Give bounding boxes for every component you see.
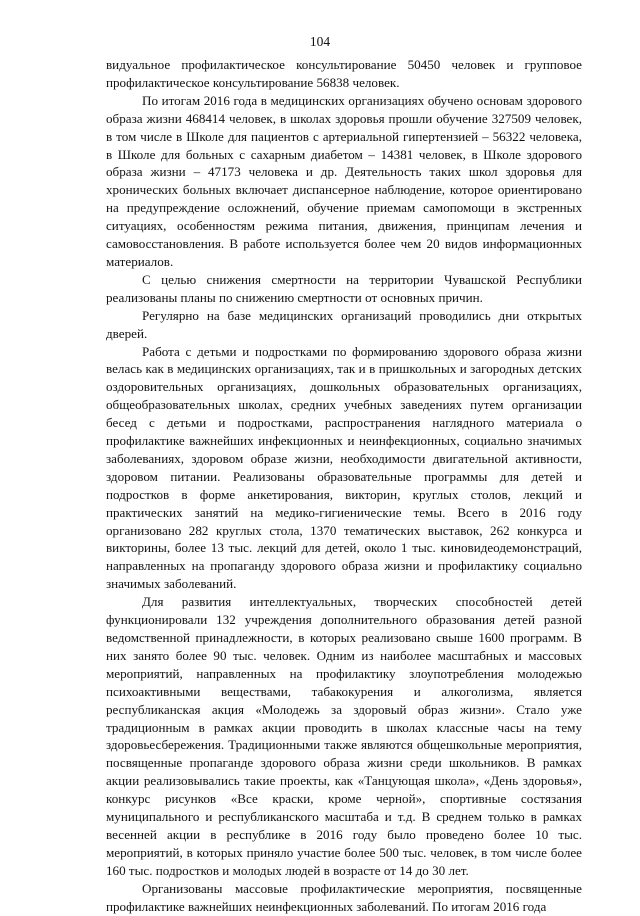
page-body (106, 56, 582, 916)
paragraph-child-development: Для развития интеллектуальных, творческих способностей детей функционировали 132 учреждения дополнительного образования детей разной ведомственной принадлежности, в которых реализовано свыше 1600 программ. В них занято более 90 тыс. человек. Одним из наиболее масштабных и массовых мероприятий, направленных на профилактику злоупотребления молодежью психоактивными веществами, табакокурения и алкоголизма, является республиканская акция «Молодежь за здоровый образ жизни». Стало уже традиционным в рамках акции проводить в школах классные часы на тему здоровьесбережения. Традиционными также являются общешкольные мероприятия, посвященные пропаганде здорового образа жизни среди школьников. В рамках акции реализовывались такие проекты, как «Танцующая школа», «День здоровья», конкурс рисунков «Все краски, кроме черной», спортивные состязания муниципального и республиканского масштаба и т.д. В среднем только в рамках весенней акции в республике в 2016 году было проведено более 10 тыс. мероприятий, в которых приняло участие более 500 тыс. человек, в том числе более 160 тыс. подростков и молодых людей в возрасте от 14 до 30 лет. (106, 594, 582, 878)
paragraph-mass-events: Организованы массовые профилактические мероприятия, посвященные профилактике важнейших неинфекционных заболеваний. По итогам 2016 года (106, 880, 582, 914)
paragraph-mortality-plans: С целью снижения смертности на территории Чувашской Республики реализованы планы по снижению смертности от основных причин. (106, 271, 582, 305)
paragraph-open-days: Регулярно на базе медицинских организаций проводились дни открытых дверей. (106, 307, 582, 341)
paragraph-health-schools: По итогам 2016 года в медицинских организациях обучено основам здорового образа жизни 468414 человек, в школах здоровья прошли обучение 327509 человек, в том числе в Школе для пациентов с артериальной гипертензией – 56322 человека, в Школе для больных с сахарным диабетом – 14381 человек, в Школе здорового образа жизни – 47173 человека и др. Деятельность таких школ здоровья для хронических больных включает диспансерное наблюдение, которое ориентировано на предупреждение осложнений, обучение приемам самопомощи в экстренных ситуациях, особенностям режима питания, движения, принципам лечения и самовосстановления. В работе используется более чем 20 видов информационных материалов. (106, 92, 582, 269)
paragraph-consultation-continuation: видуальное профилактическое консультирование 50450 человек и групповое профилактическое консультирование 56838 человек. (106, 57, 582, 90)
paragraph-children-work: Работа с детьми и подростками по формированию здорового образа жизни велась как в медицинских организациях, так и в пришкольных и загородных детских оздоровительных организациях, дошкольных образовательных организациях, общеобразовательных школах, средних учебных заведениях путем организации бесед с детьми и подростками, распространения наглядного материала о профилактике важнейших инфекционных и неинфекционных, социально значимых заболеваниях, здоровом образе жизни, необходимости двигательной активности, здоровом питании. Реализованы образовательные программы для детей и подростков в форме анкетирования, викторин, круглых столов, лекций и практических занятий на медико-гигиенические темы. Всего в 2016 году организовано 282 круглых стола, 1370 тематических выставок, 262 конкурса и викторины, более 13 тыс. лекций для детей, около 1 тыс. киновидеодемонстраций, направленных на пропаганду здорового образа жизни и профилактику социально значимых заболеваний. (106, 343, 582, 592)
page-number: 104 (309, 34, 331, 49)
